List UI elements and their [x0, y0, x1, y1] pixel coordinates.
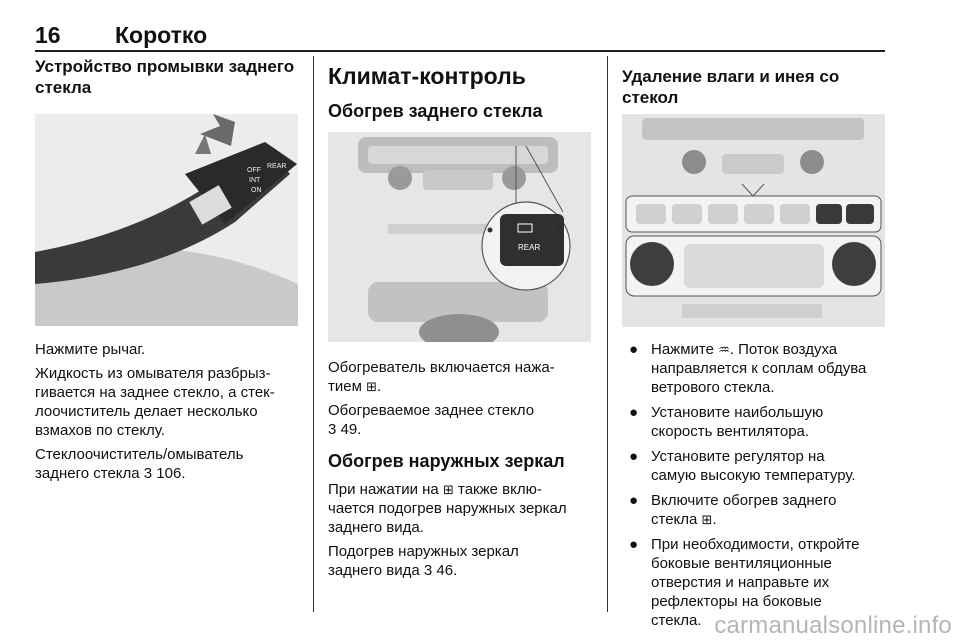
page-header — [35, 22, 885, 50]
bullet-icon: ● — [629, 536, 639, 553]
column-climate-text — [328, 358, 593, 580]
para-washer-fluid: Жидкость из омывателя разбрыз- гивается на заднее стекло, а стек- лоочиститель делает несколько взмахов по стеклу. — [35, 365, 275, 439]
list-item: ● Нажмите ♒. Поток воздуха направляется к соплам обдува ветрового стекла. — [629, 341, 867, 396]
para-mirror-heat: При нажатии на ⊞ также вклю- чается подогрев наружных зеркал заднего вида. — [328, 481, 567, 536]
label-rear: REAR — [267, 163, 287, 170]
column-climate — [328, 62, 593, 122]
bullet-icon: ● — [629, 404, 639, 421]
para-mirror-ref: Подогрев наружных зеркал заднего вида 3 46. — [328, 543, 519, 579]
label-int: INT — [249, 177, 261, 184]
column-rear-washer-text — [35, 340, 300, 483]
subheading-rear-heating: Обогрев заднего стекла — [328, 101, 543, 121]
para-washer-ref: Стеклоочиститель/омыватель заднего стекла 3 106. — [35, 446, 244, 482]
column-divider — [313, 56, 314, 612]
section-heading-rear-washer: Устройство промывки заднего стекла — [35, 57, 295, 97]
column-defog — [622, 66, 887, 108]
section-title-climate: Климат-контроль — [328, 63, 526, 89]
defog-steps — [622, 340, 887, 630]
rear-defrost-icon: ⊞ — [366, 379, 377, 394]
figure-rear-button — [328, 132, 591, 342]
rear-defrost-icon: ⊞ — [701, 512, 713, 527]
subheading-mirror-heating: Обогрев наружных зеркал — [328, 451, 565, 471]
column-divider — [607, 56, 608, 612]
header-rule — [35, 50, 885, 52]
column-rear-washer — [35, 56, 300, 98]
bullet-icon: ● — [629, 341, 639, 358]
windshield-defrost-icon: ♒ — [718, 342, 730, 357]
column-defog-text — [622, 340, 887, 636]
rear-defrost-icon: ⊞ — [442, 482, 454, 497]
para-heated-window-ref: Обогреваемое заднее стекло 3 49. — [328, 402, 535, 438]
figure-climate-panel — [622, 114, 885, 327]
page-ref[interactable]: 3 106. — [143, 465, 186, 482]
bullet-icon: ● — [629, 448, 639, 465]
running-title: Коротко — [115, 22, 208, 48]
figure-wiper-lever — [35, 114, 298, 326]
site-watermark: carmanualsonline.info — [714, 612, 952, 639]
list-item: ● При необходимости, откройте боковые вентиляционные отверстия и направьте их рефлекторы на боковые стекла. — [629, 536, 860, 629]
page-ref[interactable]: 3 49. — [328, 421, 362, 438]
rear-button-label: REAR — [518, 243, 541, 252]
section-heading-defog: Удаление влаги и инея со стекол — [622, 67, 840, 107]
list-item: ● Установите регулятор на самую высокую температуру. — [629, 448, 856, 484]
page-number: 16 — [35, 22, 61, 48]
page-ref[interactable]: 3 46. — [423, 562, 458, 579]
list-item: ● Включите обогрев заднего стекла ⊞. — [629, 492, 837, 528]
bullet-icon: ● — [629, 492, 639, 509]
para-press-lever: Нажмите рычаг. — [35, 341, 146, 358]
label-off: OFF — [247, 167, 261, 174]
para-heater-on: Обогреватель включается нажа- тием ⊞. — [328, 359, 555, 395]
label-on: ON — [251, 187, 262, 194]
list-item: ● Установите наибольшую скорость вентилятора. — [629, 404, 824, 440]
